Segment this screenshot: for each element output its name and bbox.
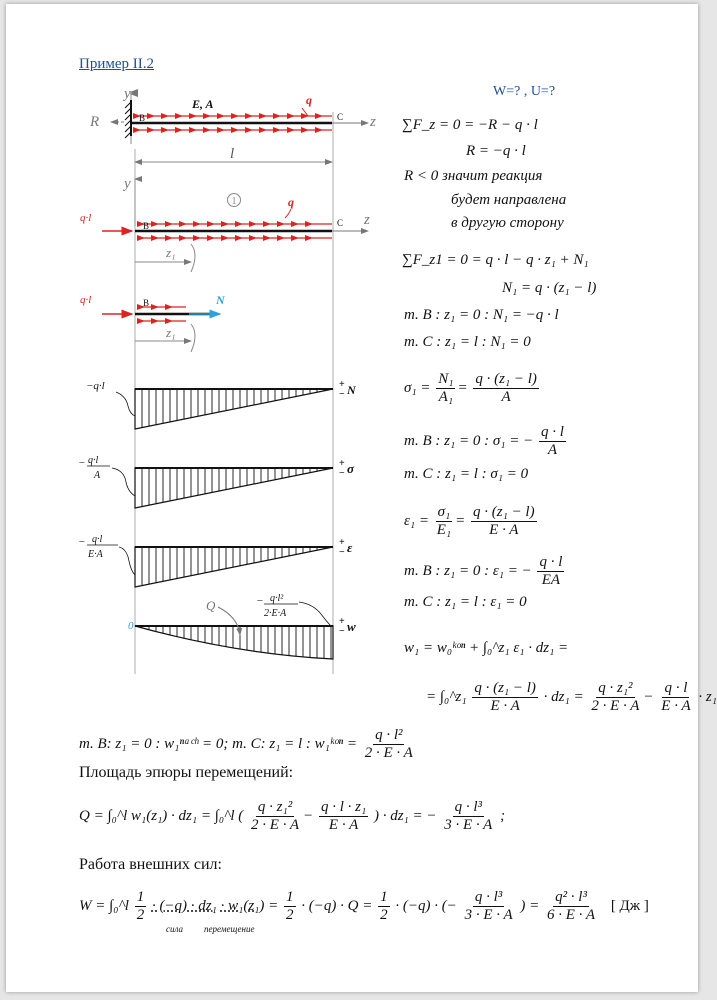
w-mid2: · (−q) · (− [395, 897, 457, 914]
plot-eps-label-den: E·A [88, 549, 103, 560]
q-f2-den: E · A [328, 817, 359, 833]
eq-n1: N₁ = q · (z₁ − l) [502, 280, 597, 296]
sigma-f1-den: A₁ [438, 389, 454, 405]
point-b-label-3: B [143, 298, 150, 308]
eq-w1: w₁ = w₀ᵏᵒⁿ + ∫₀^z₁ ε₁ · dz₁ = [404, 640, 569, 656]
eq-work [79, 889, 649, 924]
beam-3-free-body [80, 293, 226, 352]
w1-frac-1 [472, 680, 538, 715]
plot-eps-label-num: q·l [92, 534, 103, 545]
w1-f3-den: E · A [661, 698, 691, 714]
w-frac [463, 889, 515, 924]
eq-n-at-b: т. B : z₁ = 0 : N₁ = −q · l [404, 307, 559, 323]
axis-z-label-2: z [364, 212, 370, 228]
svg-text:−: − [78, 536, 86, 548]
note-line-2: будет направлена [451, 192, 567, 208]
axis-y-label-2: y [124, 176, 131, 192]
w-bc-den: 2 · E · A [364, 745, 413, 761]
q-frac-1 [249, 799, 301, 834]
note-line-1: R < 0 значит реакция [404, 168, 543, 184]
note-line-3: в другую сторону [451, 215, 564, 231]
plot-sigma-label-den: A [94, 470, 101, 481]
plot-n-symbol: N [347, 383, 356, 397]
w1-mid: · dz₁ = [543, 688, 584, 705]
eps-f2-den: E · A [489, 522, 519, 538]
q-frac-3 [442, 799, 494, 834]
eq-sigma: σ₁ = $\frac{\text{N₁}}{\text{A₁}}$ = $\frac{\text{q · (z₁ − l)}}{A}$ [404, 371, 537, 405]
w-lhs: W = ∫₀^l [79, 897, 129, 914]
plot-n-label: −q·l [86, 380, 105, 392]
eq-sigma-at-b [404, 424, 568, 459]
svg-text:−: − [256, 595, 264, 607]
plot-w-symbol: w [347, 619, 356, 634]
w-f-num: q · l³ [474, 889, 503, 905]
w1-frac-2 [589, 680, 641, 715]
sigma-f2-den: A [501, 389, 511, 405]
reaction-label: R [90, 114, 100, 130]
sigma-lhs: σ₁ = [404, 379, 431, 396]
svg-text:−: − [78, 457, 86, 469]
sigma-f1-num: N₁ [438, 371, 454, 387]
beam-2 [80, 176, 370, 272]
plot-n-minus: − [339, 389, 345, 400]
plot-w-plus: + [339, 616, 345, 627]
point-b-label: B [139, 113, 146, 123]
point-c-label: C [337, 112, 344, 122]
eps-frac-2 [471, 504, 537, 539]
eps-lhs: ε₁ = [404, 512, 429, 529]
eps-b-text: т. B : z₁ = 0 : ε₁ = − [404, 562, 532, 579]
point-c-label-2: C [337, 218, 344, 228]
beam-diagram [6, 4, 698, 724]
brace-displacement-label: перемещение [204, 924, 255, 934]
document-page [6, 4, 717, 992]
end-force-label: q·l [80, 212, 92, 224]
plot-w-minus: − [339, 626, 345, 637]
w-load: · (−q) · dz₁ [151, 897, 217, 914]
q-f1-den: 2 · E · A [251, 817, 300, 833]
eq-r-value: R = −q · l [466, 143, 526, 159]
sigma-frac-2 [473, 371, 539, 406]
work-unit: [ Дж ] [610, 897, 649, 914]
w-close: ) = [520, 897, 540, 914]
sigma-b-num: q · l [540, 424, 564, 440]
inner-force-label: N [216, 293, 225, 307]
eq-w-boundary [79, 727, 417, 762]
axis-y-label: y [124, 86, 131, 102]
plot-w [128, 593, 356, 659]
w-bc-frac [363, 727, 415, 762]
eq-sum-fz1: ∑F_z1 = 0 = q · l − q · z₁ + N₁ [402, 252, 589, 268]
z1-label: z₁ [166, 245, 176, 260]
eps-f2-num: q · (z₁ − l) [473, 504, 535, 520]
eps-f1-num: σ₁ [437, 504, 451, 520]
plot-sigma [78, 455, 355, 508]
plot-eps-minus: − [339, 547, 345, 558]
q-f3-den: 3 · E · A [444, 817, 493, 833]
eq-eps-at-b [404, 554, 566, 589]
w-bc-num: q · l² [375, 727, 403, 743]
w-res-den: 6 · E · A [547, 907, 596, 923]
eq-sum-fz: ∑F_z = 0 = −R − q · l [402, 117, 538, 133]
area-heading: Площадь эпюры перемещений: [79, 764, 294, 781]
w1-frac-3 [659, 680, 692, 715]
rigidity-label: E, A [192, 97, 214, 111]
plot-eps-symbol: ε [347, 540, 353, 555]
plot-n [86, 379, 357, 429]
q-end: ; [500, 807, 506, 824]
w-res-frac [545, 889, 597, 924]
point-b-label-2: B [143, 221, 150, 231]
w1-f3-num: q · l [664, 680, 688, 696]
plot-sigma-plus: + [339, 458, 345, 469]
q-f3-num: q · l³ [454, 799, 482, 815]
brace-force-label: сила [166, 924, 184, 934]
w1-int: = ∫₀^z₁ [426, 688, 467, 705]
eps-b-den: EA [541, 572, 561, 588]
length-label: l [230, 146, 235, 162]
half-num-3: 1 [380, 889, 388, 905]
w1-tail: · z₁ [698, 688, 717, 705]
w-f-den: 3 · E · A [464, 907, 513, 923]
plot-sigma-symbol: σ [347, 461, 355, 476]
plot-eps-plus: + [339, 537, 345, 548]
q-f1-num: q · z₁² [257, 799, 293, 815]
w-half-2 [284, 889, 296, 924]
w1-f1-num: q · (z₁ − l) [474, 680, 536, 696]
eps-b-num: q · l [539, 554, 563, 570]
w-res-num: q² · l³ [555, 889, 587, 905]
sigma-b-den: A [547, 442, 557, 458]
w-disp: · w₁(z₁) [220, 897, 265, 914]
w-half-1 [135, 889, 147, 924]
half-den-2: 2 [286, 907, 294, 923]
half-den-1: 2 [136, 907, 145, 923]
plot-w-label-den: 2·E·A [264, 608, 287, 619]
half-num-1: 1 [136, 889, 145, 905]
eq-area-q: Q = ∫₀^l w₁(z₁) · dz₁ = ∫₀^l ( $\frac{\text{q · z₁²}}{2 \cdot E \cdot A}$ − $\frac{\text{q · l · z₁}}{E \cdot A}$ ) · dz₁ = − $\frac{\text{q · l³}}{3 \cdot E \cdot A}$ ; [79, 799, 506, 833]
q-frac-2 [319, 799, 368, 834]
end-force-label-2: q·l [80, 294, 92, 306]
sigma-f2-num: q · (z₁ − l) [475, 371, 537, 387]
w1-f2-den: 2 · E · A [591, 698, 640, 714]
plot-sigma-label-num: q·l [88, 455, 99, 466]
q-f2-num: q · l · z₁ [320, 799, 367, 815]
axis-z-label: z [370, 114, 376, 130]
w1-f1-den: E · A [490, 698, 520, 714]
half-den-3: 2 [380, 907, 388, 923]
half-num-2: 1 [286, 889, 294, 905]
eq-epsilon: ε₁ = $\frac{\text{σ₁}}{\text{E₁}}$ = $\frac{\text{q · (z₁ − l)}}{E \cdot A}$ [404, 504, 535, 538]
plot-w-label-num: q·l² [270, 593, 284, 604]
q-mid: ) · dz₁ = − [373, 807, 437, 824]
plot-sigma-minus: − [339, 468, 345, 479]
eps-frac-1 [435, 504, 453, 539]
plot-n-plus: + [339, 379, 345, 390]
w-bc-text: т. B: z₁ = 0 : w₁ⁿᵃᶜʰ = 0; т. C: z₁ = l : w₁ᵏᵒⁿ = [79, 735, 357, 752]
unknowns-label: W=? , U=? [493, 84, 556, 99]
sigma-b-frac [539, 424, 566, 459]
w-mid: · (−q) · Q = [301, 897, 373, 914]
plot-w-area-label: Q [206, 598, 216, 613]
plot-epsilon [78, 534, 353, 587]
w1-f2-num: q · z₁² [598, 680, 633, 696]
plot-w-zero: 0 [128, 620, 134, 632]
work-heading: Работа внешних сил: [79, 856, 222, 873]
example-title: Пример II.2 [79, 56, 154, 72]
eps-f1-den: E₁ [436, 522, 452, 538]
eq-eps-at-c: т. C : z₁ = l : ε₁ = 0 [404, 594, 527, 610]
w-half-3 [378, 889, 390, 924]
eq-n-at-c: т. C : z₁ = l : N₁ = 0 [404, 334, 531, 350]
z1-label-2: z₁ [166, 325, 176, 340]
sigma-frac-1 [436, 371, 455, 406]
section-number: 1 [231, 196, 237, 207]
load-q-label-2: q [288, 195, 294, 209]
load-q-label: q [306, 93, 312, 107]
eq-sigma-at-c: т. C : z₁ = l : σ₁ = 0 [404, 466, 529, 482]
eps-b-frac [537, 554, 564, 589]
w-after: = [268, 897, 279, 914]
eq-w1-integral: = ∫₀^z₁ $\frac{\text{q · (z₁ − l)}}{E \cdot A}$ · dz₁ = $\frac{\text{q · z₁²}}{2 \cdot E \cdot A}$ − $\frac{q \cdot l}{E \cdot A}$ · z₁ [426, 680, 717, 714]
sigma-b-text: т. B : z₁ = 0 : σ₁ = − [404, 432, 534, 449]
q-lhs: Q = ∫₀^l w₁(z₁) · dz₁ = ∫₀^l ( [79, 807, 244, 824]
